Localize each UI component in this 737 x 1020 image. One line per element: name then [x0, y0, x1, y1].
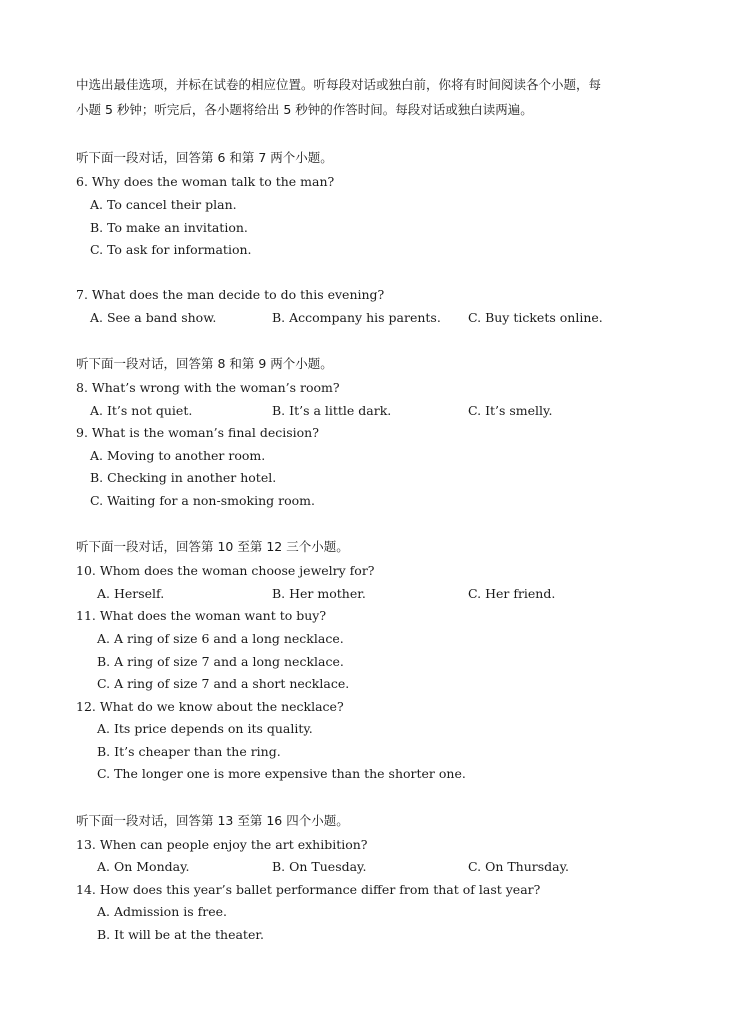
option-b: B. A ring of size 7 and a long necklace. [97, 654, 344, 669]
question-stem: 7. What does the man decide to do this evening? [76, 287, 385, 302]
option-a: A. Its price depends on its quality. [97, 721, 313, 736]
option-b: B. Her mother. [272, 586, 366, 601]
option-b: B. To make an invitation. [90, 220, 248, 235]
question-stem: 6. Why does the woman talk to the man? [76, 174, 335, 189]
option-c: C. It’s smelly. [468, 403, 553, 418]
option-a: A. Admission is free. [97, 904, 227, 919]
intro-line-1: 中选出最佳选项，并标在试卷的相应位置。听每段对话或独白前，你将有时间阅读各个小题，每 [76, 77, 602, 92]
question-stem: 14. How does this year’s ballet performance differ from that of last year? [76, 882, 541, 897]
option-a: A. Moving to another room. [90, 448, 266, 463]
option-a: A. To cancel their plan. [90, 197, 237, 212]
option-b: B. Accompany his parents. [272, 310, 441, 325]
section-heading: 听下面一段对话，回答第 13 至第 16 四个小题。 [76, 813, 349, 828]
option-c: C. Waiting for a non-smoking room. [90, 493, 315, 508]
option-c: C. A ring of size 7 and a short necklace. [97, 676, 350, 691]
intro-line-2: 小题 5 秒钟；听完后，各小题将给出 5 秒钟的作答时间。每段对话或独白读两遍。 [76, 102, 533, 117]
option-b: B. It’s a little dark. [272, 403, 392, 418]
question-stem: 8. What’s wrong with the woman’s room? [76, 380, 340, 395]
question-stem: 12. What do we know about the necklace? [76, 699, 344, 714]
question-stem: 10. Whom does the woman choose jewelry for? [76, 563, 375, 578]
option-a: A. See a band show. [90, 310, 217, 325]
option-b: B. It will be at the theater. [97, 927, 264, 942]
question-stem: 11. What does the woman want to buy? [76, 608, 327, 623]
option-a: A. It’s not quiet. [90, 403, 193, 418]
option-c: C. On Thursday. [468, 859, 569, 874]
option-c: C. To ask for information. [90, 242, 252, 257]
section-heading: 听下面一段对话，回答第 6 和第 7 两个小题。 [76, 150, 333, 165]
option-b: B. Checking in another hotel. [90, 470, 277, 485]
option-b: B. It’s cheaper than the ring. [97, 744, 281, 759]
option-c: C. Her friend. [468, 586, 556, 601]
question-stem: 9. What is the woman’s final decision? [76, 425, 319, 440]
option-a: A. A ring of size 6 and a long necklace. [97, 631, 344, 646]
option-c: C. Buy tickets online. [468, 310, 603, 325]
section-heading: 听下面一段对话，回答第 10 至第 12 三个小题。 [76, 539, 349, 554]
option-a: A. Herself. [97, 586, 165, 601]
section-heading: 听下面一段对话，回答第 8 和第 9 两个小题。 [76, 356, 333, 371]
option-a: A. On Monday. [97, 859, 190, 874]
option-b: B. On Tuesday. [272, 859, 367, 874]
option-c: C. The longer one is more expensive than the shorter one. [97, 766, 466, 781]
question-stem: 13. When can people enjoy the art exhibition? [76, 837, 368, 852]
